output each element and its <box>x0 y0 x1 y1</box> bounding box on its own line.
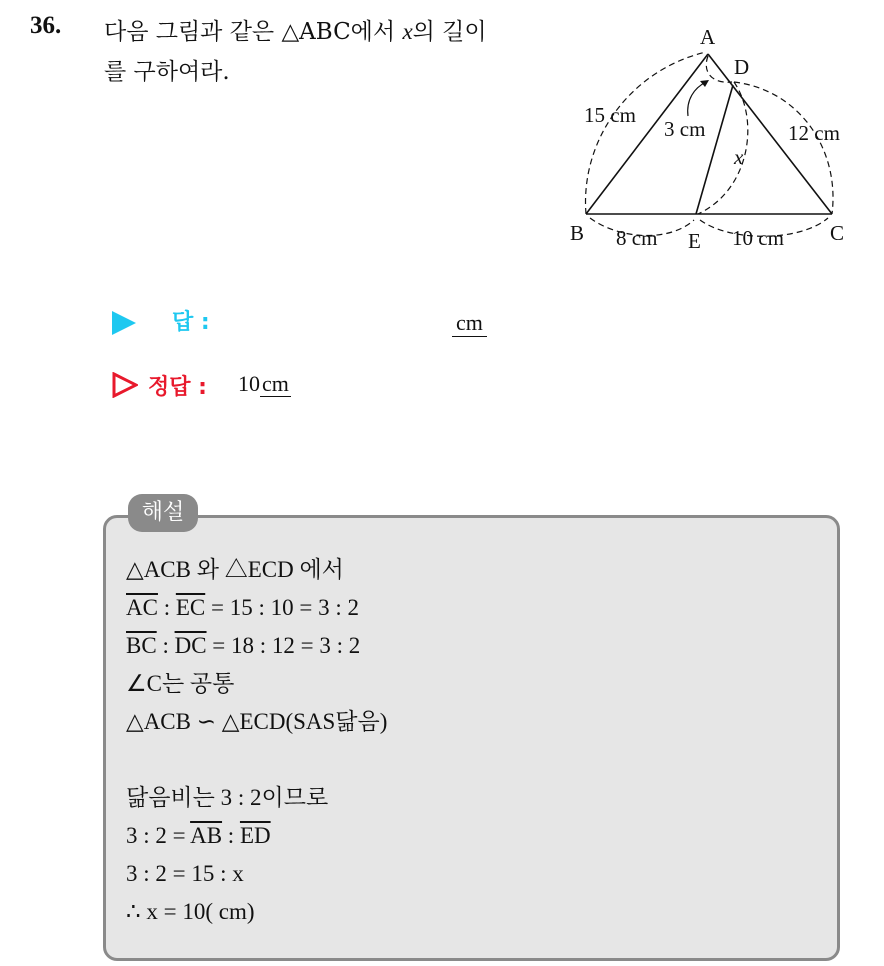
question-variable: x <box>402 19 413 44</box>
label-c: C <box>830 221 845 245</box>
segment-de <box>696 85 733 214</box>
question-text-part2: 의 길이 <box>412 19 487 45</box>
solution-line: 3 : $2 = \overline{AB}$ : $\overline{ED}$ <box>126 823 271 848</box>
label-ab-length: 15 cm <box>584 103 636 127</box>
question-number: 36. <box>30 12 62 39</box>
solution-line <box>126 741 387 779</box>
solution-line: ∠C는 공통 <box>126 671 235 696</box>
question-text-line2: 를 구하여라. <box>104 59 230 85</box>
question-text <box>104 12 554 92</box>
answer-label: 답 : <box>172 310 210 335</box>
correct-unit: cm <box>262 371 289 396</box>
solution-line: $\overline{BC}$ : $\overline{DC} = 18$ : 12 = 3 : 2 <box>126 633 361 658</box>
label-ec-length: 10 cm <box>732 226 784 250</box>
triangle-figure <box>560 20 860 260</box>
label-a: A <box>700 25 716 49</box>
answer-marker-icon <box>112 311 136 335</box>
arrow-ad <box>688 82 706 116</box>
correct-label: 정답 : <box>148 375 207 400</box>
correct-marker-icon <box>112 372 138 398</box>
correct-value: 10 <box>238 371 260 396</box>
question-text-part1: 다음 그림과 같은 △ABC에서 <box>104 19 403 45</box>
solution-text <box>126 551 387 931</box>
arc-dc <box>734 82 833 214</box>
solution-line: 닮음비는 3 : 2이므로 <box>126 785 329 810</box>
solution-line: $\overline{AC}$ : $\overline{EC} = 15$ : 10 = 3 : 2 <box>126 595 359 620</box>
label-e: E <box>688 229 701 253</box>
label-ad-length: 3 cm <box>664 117 706 141</box>
solution-line: △ACB ∽ △ECD(SAS닮음) <box>126 709 388 734</box>
solution-line: ∴ x = 10( cm) <box>126 899 255 924</box>
solution-line: 3 : 2 = 15 : x <box>126 861 244 886</box>
correct-answer <box>238 371 291 397</box>
arrow-head-icon <box>700 80 709 87</box>
label-be-length: 8 cm <box>616 226 658 250</box>
label-d: D <box>734 55 750 79</box>
label-de-length: x <box>734 145 744 169</box>
answer-unit: cm <box>452 310 487 337</box>
solution-tag: 해설 <box>128 494 198 532</box>
label-dc-length: 12 cm <box>788 121 840 145</box>
solution-line: △ACB 와 △ECD 에서 <box>126 557 344 582</box>
label-b: B <box>570 221 585 245</box>
